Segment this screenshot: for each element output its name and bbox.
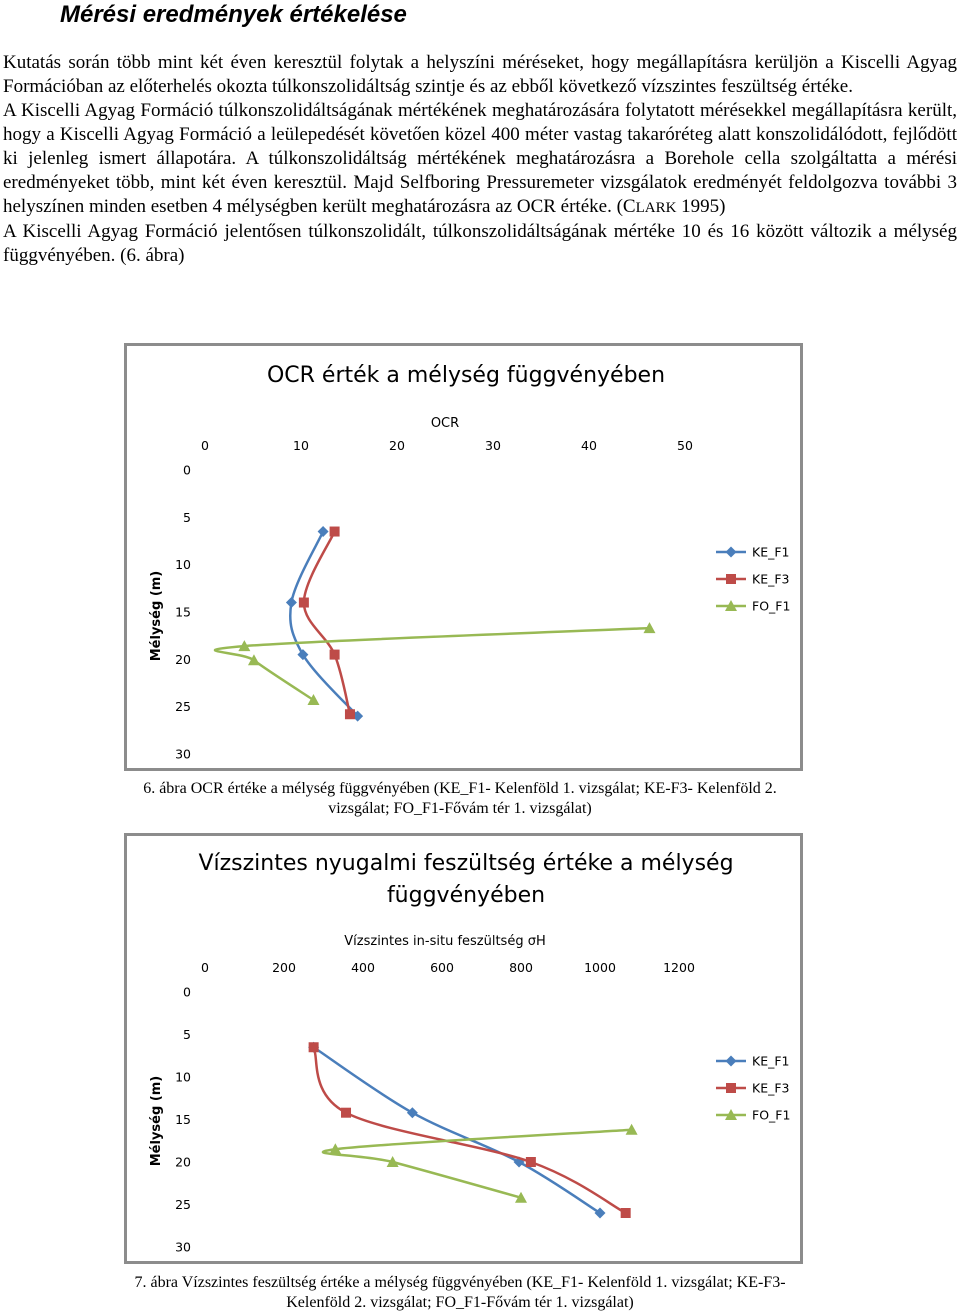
ocr-data-point [248, 654, 260, 665]
ocr-data-point [307, 694, 319, 705]
ocr-y-tick-label: 5 [183, 509, 191, 525]
stress-title-line: függvényében [386, 883, 546, 908]
ocr-chart [127, 346, 800, 768]
ocr-x-tick-label: 50 [677, 438, 693, 453]
ocr-x-tick-label: 30 [485, 438, 501, 453]
stress-series-line [314, 1047, 626, 1213]
ocr-x-tick-label: 10 [293, 438, 309, 453]
paragraph-ocr-method-text: A Kiscelli Agyag Formáció túlkonszolidáltságának mértékének meghatározására folytatott mérésekkel megállapításra került, hogy a Kiscelli Agyag Formáció a leülepedését követően közel 400 méter vastag takaróréteg alatt konszolidálódott, fejlődött ki jelenleg ismert állapotára. A túlkonszolidáltság mértékének meghatározásra a Borehole cella szolgáltatta a mérési eredményeket több, mint két éven keresztül. Majd Selfboring Pressuremeter vizsgálatok eredményét feldolgozva további 3 helyszínen minden esetben 4 mélységben került meghatározásra az OCR értéke. (C [3, 100, 957, 217]
stress-legend-entry [716, 1081, 790, 1096]
stress-y-tick-label: 10 [175, 1069, 191, 1085]
stress-legend-label: KE_F1 [752, 1053, 790, 1069]
stress-legend-label: KE_F3 [752, 1080, 790, 1096]
ocr-series-ke-f1 [286, 526, 363, 722]
ocr-legend-label: KE_F1 [752, 544, 790, 560]
stress-x-tick-label: 600 [430, 960, 454, 975]
figure-6-caption: 6. ábra OCR értéke a mélység függvényében (KE_F1- Kelenföld 1. vizsgálat; KE-F3- Kelenföld 2. vizsgálat; FO_F1-Fővám tér 1. vizsgálat) [143, 780, 777, 817]
citation-year: 1995) [676, 196, 726, 217]
ocr-data-point [330, 650, 340, 660]
stress-series-ke-f1 [308, 1042, 605, 1219]
ocr-y-tick-label: 10 [175, 557, 191, 573]
stress-x-axis-label: Vízszintes in-situ feszültség σH [344, 934, 546, 949]
ocr-y-tick-label: 15 [175, 604, 191, 620]
ocr-legend-entry [716, 572, 790, 587]
ocr-y-tick-label: 25 [175, 699, 191, 715]
ocr-legend-label: KE_F3 [752, 571, 790, 587]
ocr-data-point [345, 709, 355, 719]
ocr-legend-entry [716, 599, 790, 614]
page-title: Mérési eredmények értékelése [60, 1, 407, 28]
ocr-series-line [304, 532, 350, 715]
stress-legend-entry [716, 1108, 790, 1123]
stress-x-tick-label: 0 [201, 960, 209, 975]
ocr-x-tick-label: 20 [389, 438, 405, 453]
stress-y-axis-label: Mélység (m) [149, 1075, 164, 1167]
ocr-data-point [286, 597, 297, 608]
ocr-title-line: OCR érték a mélység függvényében [266, 363, 666, 388]
stress-series-line [314, 1047, 600, 1213]
ocr-series-fo-f1 [215, 622, 655, 705]
stress-x-tick-label: 1200 [663, 960, 695, 975]
ocr-legend-label: FO_F1 [752, 598, 791, 614]
citation-author: LARK [635, 200, 677, 216]
stress-chart [127, 836, 800, 1261]
stress-x-tick-label: 400 [351, 960, 375, 975]
ocr-data-point [299, 598, 309, 608]
ocr-series-line [215, 628, 649, 700]
stress-series-ke-f3 [309, 1042, 631, 1218]
ocr-data-point [330, 527, 340, 537]
stress-y-tick-label: 15 [175, 1112, 191, 1127]
stress-legend-marker [726, 1083, 736, 1093]
paragraph-ocr-result: A Kiscelli Agyag Formáció jelentősen túlkonszolidált, túlkonszolidáltságának mértéke 10 és 16 között változik a mélység függvényében. (6. ábra) [3, 221, 957, 266]
ocr-y-tick-label: 0 [183, 462, 191, 478]
stress-data-point [341, 1108, 351, 1118]
stress-y-tick-label: 20 [175, 1154, 191, 1170]
ocr-data-point [318, 526, 329, 537]
body-text [3, 51, 957, 268]
figure-7-caption: 7. ábra Vízszintes feszültség értéke a mélység függvényében (KE_F1- Kelenföld 1. vizsgálat; KE-F3- Kelenföld 2. vizsgálat; FO_F1-Fővám tér 1. vizsgálat) [134, 1274, 786, 1311]
ocr-legend-entry [716, 545, 790, 560]
stress-y-tick-label: 30 [175, 1239, 191, 1255]
stress-data-point [309, 1042, 319, 1052]
stress-data-point [407, 1107, 418, 1118]
stress-x-tick-label: 800 [509, 960, 533, 975]
stress-y-tick-label: 5 [183, 1027, 191, 1042]
ocr-series-line [290, 532, 357, 717]
ocr-y-axis-label: Mélység (m) [149, 570, 164, 662]
ocr-x-tick-label: 40 [581, 438, 597, 453]
paragraph-ocr-method [3, 99, 957, 220]
stress-y-tick-label: 0 [183, 984, 191, 1000]
ocr-x-axis-label: OCR [430, 416, 460, 431]
stress-data-point [621, 1208, 631, 1218]
ocr-y-tick-label: 20 [175, 651, 191, 667]
stress-x-tick-label: 1000 [584, 960, 616, 975]
stress-legend-label: FO_F1 [752, 1107, 791, 1123]
stress-chart-frame [124, 833, 803, 1264]
ocr-legend-marker [726, 547, 737, 558]
ocr-legend-marker [726, 574, 736, 584]
stress-x-tick-label: 200 [272, 960, 296, 975]
ocr-series-ke-f3 [299, 527, 355, 720]
ocr-y-tick-label: 30 [175, 746, 191, 762]
stress-legend-entry [716, 1054, 790, 1069]
ocr-x-tick-label: 0 [201, 438, 209, 453]
stress-title-line: Vízszintes nyugalmi feszültség értéke a mélység [198, 851, 734, 876]
ocr-chart-frame [124, 343, 803, 771]
stress-legend-marker [726, 1056, 737, 1067]
stress-y-tick-label: 25 [175, 1197, 191, 1212]
stress-data-point [526, 1157, 536, 1167]
paragraph-intro: Kutatás során több mint két éven keresztül folytak a helyszíni méréseket, hogy megállapításra kerüljön a Kiscelli Agyag Formációban az előterhelés okozta túlkonszolidáltság szintje és az ebből következő vízszintes feszültség értéke. [3, 52, 957, 97]
